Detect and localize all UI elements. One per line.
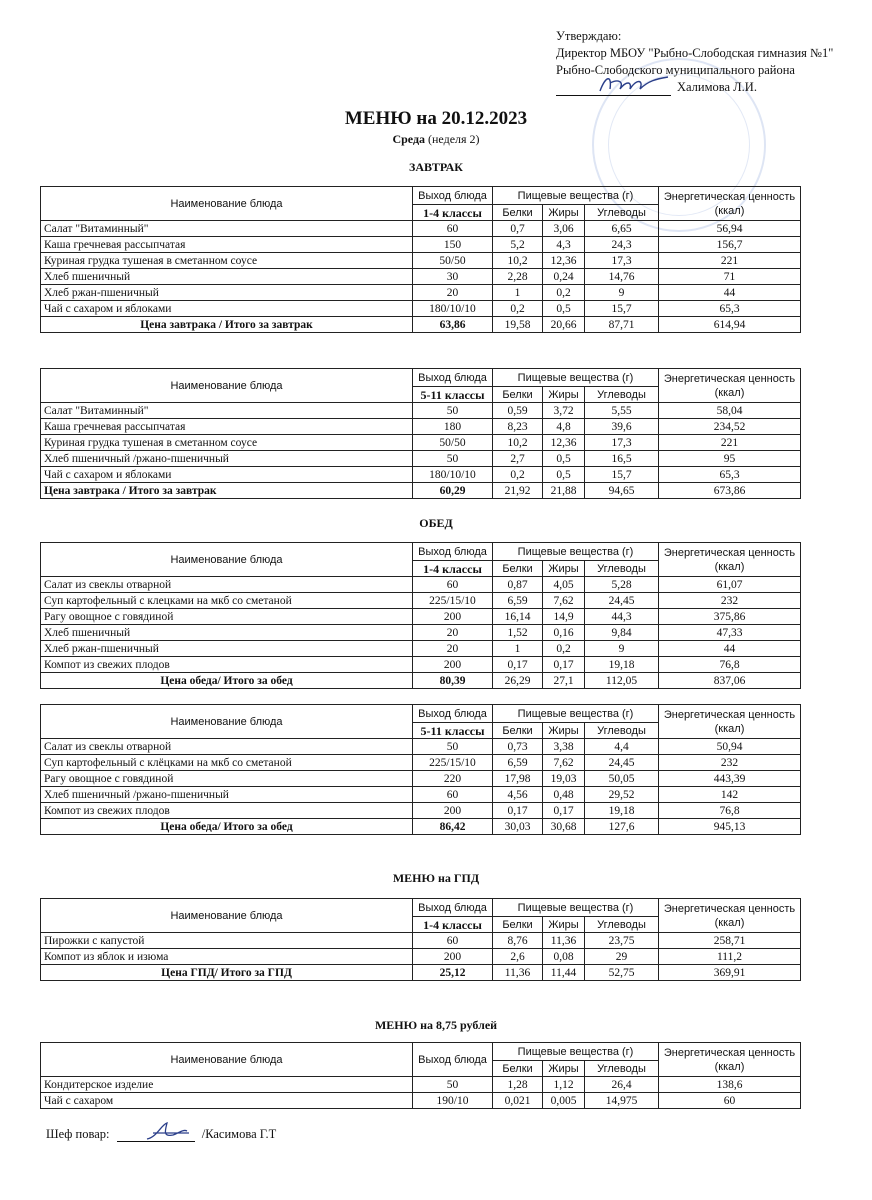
dish-protein: 4,56 bbox=[493, 787, 543, 803]
director-signature bbox=[556, 81, 671, 96]
section-gpd: МЕНЮ на ГПД bbox=[392, 871, 480, 885]
col-output-header: Выход блюда bbox=[413, 899, 493, 917]
dish-fat: 0,5 bbox=[543, 451, 585, 467]
total-price: 80,39 bbox=[413, 673, 493, 689]
col-fat-header: Жиры bbox=[543, 561, 585, 577]
table-row bbox=[41, 237, 801, 253]
col-nutrients-header: Пищевые вещества (г) bbox=[493, 899, 659, 917]
dish-fat: 1,12 bbox=[543, 1077, 585, 1093]
total-protein: 21,92 bbox=[493, 483, 543, 499]
dish-output: 50/50 bbox=[413, 435, 493, 451]
total-price: 86,42 bbox=[413, 819, 493, 835]
col-output-header: Выход блюда bbox=[413, 705, 493, 723]
dish-energy: 60 bbox=[659, 1093, 801, 1109]
col-name-header: Наименование блюда bbox=[41, 369, 413, 403]
dish-protein: 0,17 bbox=[493, 803, 543, 819]
dish-carbs: 44,3 bbox=[585, 609, 659, 625]
col-energy-header: Энергетическая ценность (ккал) bbox=[659, 369, 801, 403]
dish-fat: 0,2 bbox=[543, 285, 585, 301]
dish-output: 200 bbox=[413, 609, 493, 625]
col-output-header: Выход блюда bbox=[413, 187, 493, 205]
total-label: Цена завтрака / Итого за завтрак bbox=[41, 317, 413, 333]
dish-carbs: 9,84 bbox=[585, 625, 659, 641]
dish-protein: 6,59 bbox=[493, 755, 543, 771]
total-price: 63,86 bbox=[413, 317, 493, 333]
dish-output: 200 bbox=[413, 657, 493, 673]
dish-carbs: 39,6 bbox=[585, 419, 659, 435]
dish-output: 50 bbox=[413, 1077, 493, 1093]
approval-heading: Утверждаю: bbox=[556, 29, 622, 43]
approval-signer: Халимова Л.И. bbox=[677, 80, 757, 94]
dish-name: Компот из свежих плодов bbox=[41, 657, 413, 673]
total-energy: 837,06 bbox=[659, 673, 801, 689]
table-row bbox=[41, 755, 801, 771]
dish-protein: 5,2 bbox=[493, 237, 543, 253]
dish-fat: 0,08 bbox=[543, 949, 585, 965]
col-protein-header: Белки bbox=[493, 205, 543, 221]
section-breakfast: ЗАВТРАК bbox=[408, 160, 463, 174]
total-row bbox=[41, 483, 801, 499]
col-energy-header: Энергетическая ценность (ккал) bbox=[659, 899, 801, 933]
total-protein: 19,58 bbox=[493, 317, 543, 333]
dish-carbs: 19,18 bbox=[585, 657, 659, 673]
dish-carbs: 9 bbox=[585, 285, 659, 301]
table-row bbox=[41, 451, 801, 467]
total-label: Цена ГПД/ Итого за ГПД bbox=[41, 965, 413, 981]
table-row bbox=[41, 467, 801, 483]
total-fat: 11,44 bbox=[543, 965, 585, 981]
class-group: 1-4 классы bbox=[413, 917, 493, 933]
dish-output: 225/15/10 bbox=[413, 593, 493, 609]
dish-protein: 17,98 bbox=[493, 771, 543, 787]
col-name-header: Наименование блюда bbox=[41, 1043, 413, 1077]
dish-name: Чай с сахаром и яблоками bbox=[41, 467, 413, 483]
dish-carbs: 4,4 bbox=[585, 739, 659, 755]
total-carbs: 94,65 bbox=[585, 483, 659, 499]
dish-protein: 6,59 bbox=[493, 593, 543, 609]
dish-energy: 232 bbox=[659, 755, 801, 771]
dish-energy: 138,6 bbox=[659, 1077, 801, 1093]
dish-energy: 375,86 bbox=[659, 609, 801, 625]
col-fat-header: Жиры bbox=[543, 917, 585, 933]
total-row bbox=[41, 673, 801, 689]
table-row bbox=[41, 301, 801, 317]
dish-fat: 0,5 bbox=[543, 467, 585, 483]
col-energy-header: Энергетическая ценность (ккал) bbox=[659, 1043, 801, 1077]
dish-energy: 56,94 bbox=[659, 221, 801, 237]
total-carbs: 112,05 bbox=[585, 673, 659, 689]
total-price: 60,29 bbox=[413, 483, 493, 499]
dish-energy: 44 bbox=[659, 285, 801, 301]
total-protein: 30,03 bbox=[493, 819, 543, 835]
total-label: Цена завтрака / Итого за завтрак bbox=[41, 483, 413, 499]
dish-fat: 7,62 bbox=[543, 593, 585, 609]
dish-carbs: 26,4 bbox=[585, 1077, 659, 1093]
dish-fat: 3,38 bbox=[543, 739, 585, 755]
col-fat-header: Жиры bbox=[543, 387, 585, 403]
dish-carbs: 29 bbox=[585, 949, 659, 965]
dish-protein: 16,14 bbox=[493, 609, 543, 625]
table-row bbox=[41, 419, 801, 435]
class-group: 5-11 классы bbox=[413, 387, 493, 403]
col-protein-header: Белки bbox=[493, 917, 543, 933]
dish-output: 225/15/10 bbox=[413, 755, 493, 771]
dish-fat: 0,2 bbox=[543, 641, 585, 657]
dish-carbs: 24,3 bbox=[585, 237, 659, 253]
dish-carbs: 19,18 bbox=[585, 803, 659, 819]
dish-protein: 1,52 bbox=[493, 625, 543, 641]
dish-fat: 7,62 bbox=[543, 755, 585, 771]
dish-energy: 234,52 bbox=[659, 419, 801, 435]
dish-output: 20 bbox=[413, 625, 493, 641]
dish-name: Компот из свежих плодов bbox=[41, 803, 413, 819]
chef-signature-block bbox=[46, 1127, 276, 1142]
table-row bbox=[41, 1093, 801, 1109]
dish-protein: 10,2 bbox=[493, 435, 543, 451]
col-protein-header: Белки bbox=[493, 723, 543, 739]
dish-output: 50/50 bbox=[413, 253, 493, 269]
dish-output: 200 bbox=[413, 803, 493, 819]
dish-carbs: 17,3 bbox=[585, 253, 659, 269]
dish-energy: 71 bbox=[659, 269, 801, 285]
dish-name: Салат "Витаминный" bbox=[41, 403, 413, 419]
lunch-table-5-11 bbox=[40, 704, 801, 835]
chef-name: /Касимова Г.Т bbox=[201, 1127, 277, 1141]
dish-output: 220 bbox=[413, 771, 493, 787]
total-price: 25,12 bbox=[413, 965, 493, 981]
section-special: МЕНЮ на 8,75 рублей bbox=[374, 1018, 498, 1032]
dish-name: Хлеб ржан-пшеничный bbox=[41, 285, 413, 301]
dish-output: 60 bbox=[413, 577, 493, 593]
col-output-header: Выход блюда bbox=[413, 1043, 493, 1077]
dish-protein: 0,59 bbox=[493, 403, 543, 419]
total-energy: 673,86 bbox=[659, 483, 801, 499]
dish-carbs: 17,3 bbox=[585, 435, 659, 451]
col-fat-header: Жиры bbox=[543, 723, 585, 739]
col-energy-header: Энергетическая ценность (ккал) bbox=[659, 187, 801, 221]
dish-energy: 61,07 bbox=[659, 577, 801, 593]
total-fat: 20,66 bbox=[543, 317, 585, 333]
dish-fat: 19,03 bbox=[543, 771, 585, 787]
dish-output: 50 bbox=[413, 739, 493, 755]
dish-name: Хлеб пшеничный /ржано-пшеничный bbox=[41, 787, 413, 803]
breakfast-table-5-11 bbox=[40, 368, 801, 499]
dish-fat: 0,17 bbox=[543, 657, 585, 673]
dish-output: 200 bbox=[413, 949, 493, 965]
total-energy: 945,13 bbox=[659, 819, 801, 835]
table-row bbox=[41, 221, 801, 237]
dish-name: Кондитерское изделие bbox=[41, 1077, 413, 1093]
total-label: Цена обеда/ Итого за обед bbox=[41, 819, 413, 835]
dish-protein: 1 bbox=[493, 641, 543, 657]
page-title: МЕНЮ на 20.12.2023 bbox=[344, 108, 528, 129]
lunch-table-1-4 bbox=[40, 542, 801, 689]
dish-energy: 47,33 bbox=[659, 625, 801, 641]
dish-energy: 76,8 bbox=[659, 657, 801, 673]
dish-carbs: 50,05 bbox=[585, 771, 659, 787]
dish-name: Чай с сахаром bbox=[41, 1093, 413, 1109]
table-row bbox=[41, 739, 801, 755]
col-nutrients-header: Пищевые вещества (г) bbox=[493, 705, 659, 723]
dish-name: Компот из яблок и изюма bbox=[41, 949, 413, 965]
total-carbs: 52,75 bbox=[585, 965, 659, 981]
col-carbs-header: Углеводы bbox=[585, 1061, 659, 1077]
class-group: 1-4 классы bbox=[413, 205, 493, 221]
gpd-table bbox=[40, 898, 801, 981]
dish-carbs: 15,7 bbox=[585, 467, 659, 483]
dish-fat: 0,24 bbox=[543, 269, 585, 285]
dish-name: Куриная грудка тушеная в сметанном соусе bbox=[41, 253, 413, 269]
dish-fat: 14,9 bbox=[543, 609, 585, 625]
dish-name: Хлеб ржан-пшеничный bbox=[41, 641, 413, 657]
dish-output: 60 bbox=[413, 787, 493, 803]
table-row bbox=[41, 285, 801, 301]
dish-name: Пирожки с капустой bbox=[41, 933, 413, 949]
dish-fat: 0,16 bbox=[543, 625, 585, 641]
col-protein-header: Белки bbox=[493, 387, 543, 403]
col-nutrients-header: Пищевые вещества (г) bbox=[493, 369, 659, 387]
approval-district: Рыбно-Слободского муниципального района bbox=[556, 63, 795, 77]
weekday: Среда bbox=[392, 132, 426, 146]
dish-energy: 258,71 bbox=[659, 933, 801, 949]
dish-name: Каша гречневая рассыпчатая bbox=[41, 237, 413, 253]
total-label: Цена обеда/ Итого за обед bbox=[41, 673, 413, 689]
total-protein: 11,36 bbox=[493, 965, 543, 981]
dish-output: 20 bbox=[413, 285, 493, 301]
dish-protein: 1,28 bbox=[493, 1077, 543, 1093]
col-output-header: Выход блюда bbox=[413, 369, 493, 387]
dish-name: Хлеб пшеничный /ржано-пшеничный bbox=[41, 451, 413, 467]
dish-carbs: 14,76 bbox=[585, 269, 659, 285]
dish-carbs: 14,975 bbox=[585, 1093, 659, 1109]
dish-fat: 11,36 bbox=[543, 933, 585, 949]
col-name-header: Наименование блюда bbox=[41, 899, 413, 933]
dish-carbs: 24,45 bbox=[585, 593, 659, 609]
class-group: 5-11 классы bbox=[413, 723, 493, 739]
table-row bbox=[41, 787, 801, 803]
dish-fat: 4,05 bbox=[543, 577, 585, 593]
section-lunch: ОБЕД bbox=[419, 516, 453, 530]
col-carbs-header: Углеводы bbox=[585, 387, 659, 403]
dish-fat: 12,36 bbox=[543, 253, 585, 269]
dish-carbs: 15,7 bbox=[585, 301, 659, 317]
special-table bbox=[40, 1042, 801, 1109]
chef-signature bbox=[117, 1127, 195, 1142]
week-number: (неделя 2) bbox=[428, 132, 480, 146]
chef-label: Шеф повар: bbox=[46, 1127, 110, 1141]
dish-fat: 3,06 bbox=[543, 221, 585, 237]
dish-protein: 8,76 bbox=[493, 933, 543, 949]
col-carbs-header: Углеводы bbox=[585, 917, 659, 933]
dish-fat: 12,36 bbox=[543, 435, 585, 451]
table-row bbox=[41, 577, 801, 593]
dish-energy: 50,94 bbox=[659, 739, 801, 755]
dish-fat: 0,5 bbox=[543, 301, 585, 317]
total-carbs: 127,6 bbox=[585, 819, 659, 835]
dish-name: Каша гречневая рассыпчатая bbox=[41, 419, 413, 435]
table-row bbox=[41, 435, 801, 451]
approval-signature-line bbox=[556, 79, 833, 96]
total-fat: 27,1 bbox=[543, 673, 585, 689]
total-fat: 21,88 bbox=[543, 483, 585, 499]
dish-energy: 58,04 bbox=[659, 403, 801, 419]
dish-fat: 0,17 bbox=[543, 803, 585, 819]
dish-energy: 44 bbox=[659, 641, 801, 657]
breakfast-table-1-4 bbox=[40, 186, 801, 333]
total-carbs: 87,71 bbox=[585, 317, 659, 333]
dish-energy: 111,2 bbox=[659, 949, 801, 965]
table-row bbox=[41, 641, 801, 657]
table-row bbox=[41, 803, 801, 819]
dish-energy: 232 bbox=[659, 593, 801, 609]
total-energy: 369,91 bbox=[659, 965, 801, 981]
dish-energy: 142 bbox=[659, 787, 801, 803]
dish-name: Салат из свеклы отварной bbox=[41, 739, 413, 755]
total-row bbox=[41, 819, 801, 835]
dish-protein: 8,23 bbox=[493, 419, 543, 435]
dish-protein: 0,2 bbox=[493, 301, 543, 317]
col-energy-header: Энергетическая ценность (ккал) bbox=[659, 705, 801, 739]
total-energy: 614,94 bbox=[659, 317, 801, 333]
table-row bbox=[41, 657, 801, 673]
dish-carbs: 5,55 bbox=[585, 403, 659, 419]
dish-output: 20 bbox=[413, 641, 493, 657]
dish-energy: 221 bbox=[659, 435, 801, 451]
dish-output: 180/10/10 bbox=[413, 467, 493, 483]
dish-protein: 2,6 bbox=[493, 949, 543, 965]
dish-energy: 443,39 bbox=[659, 771, 801, 787]
dish-name: Суп картофельный с клёцками на мкб со сметаной bbox=[41, 755, 413, 771]
dish-protein: 0,7 bbox=[493, 221, 543, 237]
col-energy-header: Энергетическая ценность (ккал) bbox=[659, 543, 801, 577]
col-carbs-header: Углеводы bbox=[585, 561, 659, 577]
dish-name: Салат из свеклы отварной bbox=[41, 577, 413, 593]
dish-protein: 0,73 bbox=[493, 739, 543, 755]
dish-energy: 65,3 bbox=[659, 301, 801, 317]
dish-energy: 76,8 bbox=[659, 803, 801, 819]
dish-carbs: 9 bbox=[585, 641, 659, 657]
dish-protein: 2,28 bbox=[493, 269, 543, 285]
col-output-header: Выход блюда bbox=[413, 543, 493, 561]
dish-protein: 0,17 bbox=[493, 657, 543, 673]
dish-fat: 4,3 bbox=[543, 237, 585, 253]
dish-name: Хлеб пшеничный bbox=[41, 269, 413, 285]
dish-protein: 0,87 bbox=[493, 577, 543, 593]
dish-name: Рагу овощное с говядиной bbox=[41, 609, 413, 625]
dish-name: Куриная грудка тушеная в сметанном соусе bbox=[41, 435, 413, 451]
col-carbs-header: Углеводы bbox=[585, 723, 659, 739]
dish-energy: 65,3 bbox=[659, 467, 801, 483]
col-protein-header: Белки bbox=[493, 561, 543, 577]
dish-output: 180 bbox=[413, 419, 493, 435]
total-row bbox=[41, 317, 801, 333]
total-protein: 26,29 bbox=[493, 673, 543, 689]
dish-carbs: 29,52 bbox=[585, 787, 659, 803]
col-nutrients-header: Пищевые вещества (г) bbox=[493, 1043, 659, 1061]
dish-protein: 0,2 bbox=[493, 467, 543, 483]
dish-name: Суп картофельный с клецками на мкб со сметаной bbox=[41, 593, 413, 609]
table-row bbox=[41, 269, 801, 285]
dish-output: 60 bbox=[413, 221, 493, 237]
table-row bbox=[41, 253, 801, 269]
dish-output: 50 bbox=[413, 451, 493, 467]
table-row bbox=[41, 933, 801, 949]
dish-output: 190/10 bbox=[413, 1093, 493, 1109]
dish-carbs: 6,65 bbox=[585, 221, 659, 237]
col-nutrients-header: Пищевые вещества (г) bbox=[493, 187, 659, 205]
table-row bbox=[41, 771, 801, 787]
table-row bbox=[41, 1077, 801, 1093]
table-row bbox=[41, 949, 801, 965]
dish-protein: 0,021 bbox=[493, 1093, 543, 1109]
dish-protein: 2,7 bbox=[493, 451, 543, 467]
dish-name: Хлеб пшеничный bbox=[41, 625, 413, 641]
dish-fat: 3,72 bbox=[543, 403, 585, 419]
col-protein-header: Белки bbox=[493, 1061, 543, 1077]
total-row bbox=[41, 965, 801, 981]
dish-energy: 95 bbox=[659, 451, 801, 467]
page-subtitle bbox=[0, 132, 872, 147]
total-fat: 30,68 bbox=[543, 819, 585, 835]
dish-protein: 1 bbox=[493, 285, 543, 301]
dish-fat: 0,48 bbox=[543, 787, 585, 803]
dish-fat: 0,005 bbox=[543, 1093, 585, 1109]
dish-energy: 221 bbox=[659, 253, 801, 269]
dish-protein: 10,2 bbox=[493, 253, 543, 269]
dish-fat: 4,8 bbox=[543, 419, 585, 435]
dish-output: 180/10/10 bbox=[413, 301, 493, 317]
col-nutrients-header: Пищевые вещества (г) bbox=[493, 543, 659, 561]
dish-carbs: 16,5 bbox=[585, 451, 659, 467]
dish-carbs: 23,75 bbox=[585, 933, 659, 949]
dish-energy: 156,7 bbox=[659, 237, 801, 253]
table-row bbox=[41, 593, 801, 609]
col-carbs-header: Углеводы bbox=[585, 205, 659, 221]
dish-carbs: 5,28 bbox=[585, 577, 659, 593]
dish-carbs: 24,45 bbox=[585, 755, 659, 771]
dish-name: Чай с сахаром и яблоками bbox=[41, 301, 413, 317]
approval-block bbox=[556, 28, 833, 96]
dish-output: 60 bbox=[413, 933, 493, 949]
table-row bbox=[41, 609, 801, 625]
dish-output: 30 bbox=[413, 269, 493, 285]
col-name-header: Наименование блюда bbox=[41, 543, 413, 577]
dish-name: Рагу овощное с говядиной bbox=[41, 771, 413, 787]
col-name-header: Наименование блюда bbox=[41, 705, 413, 739]
col-fat-header: Жиры bbox=[543, 1061, 585, 1077]
table-row bbox=[41, 403, 801, 419]
table-row bbox=[41, 625, 801, 641]
col-name-header: Наименование блюда bbox=[41, 187, 413, 221]
approval-position: Директор МБОУ "Рыбно-Слободская гимназия №1" bbox=[556, 46, 834, 60]
col-fat-header: Жиры bbox=[543, 205, 585, 221]
dish-output: 50 bbox=[413, 403, 493, 419]
dish-name: Салат "Витаминный" bbox=[41, 221, 413, 237]
dish-output: 150 bbox=[413, 237, 493, 253]
class-group: 1-4 классы bbox=[413, 561, 493, 577]
